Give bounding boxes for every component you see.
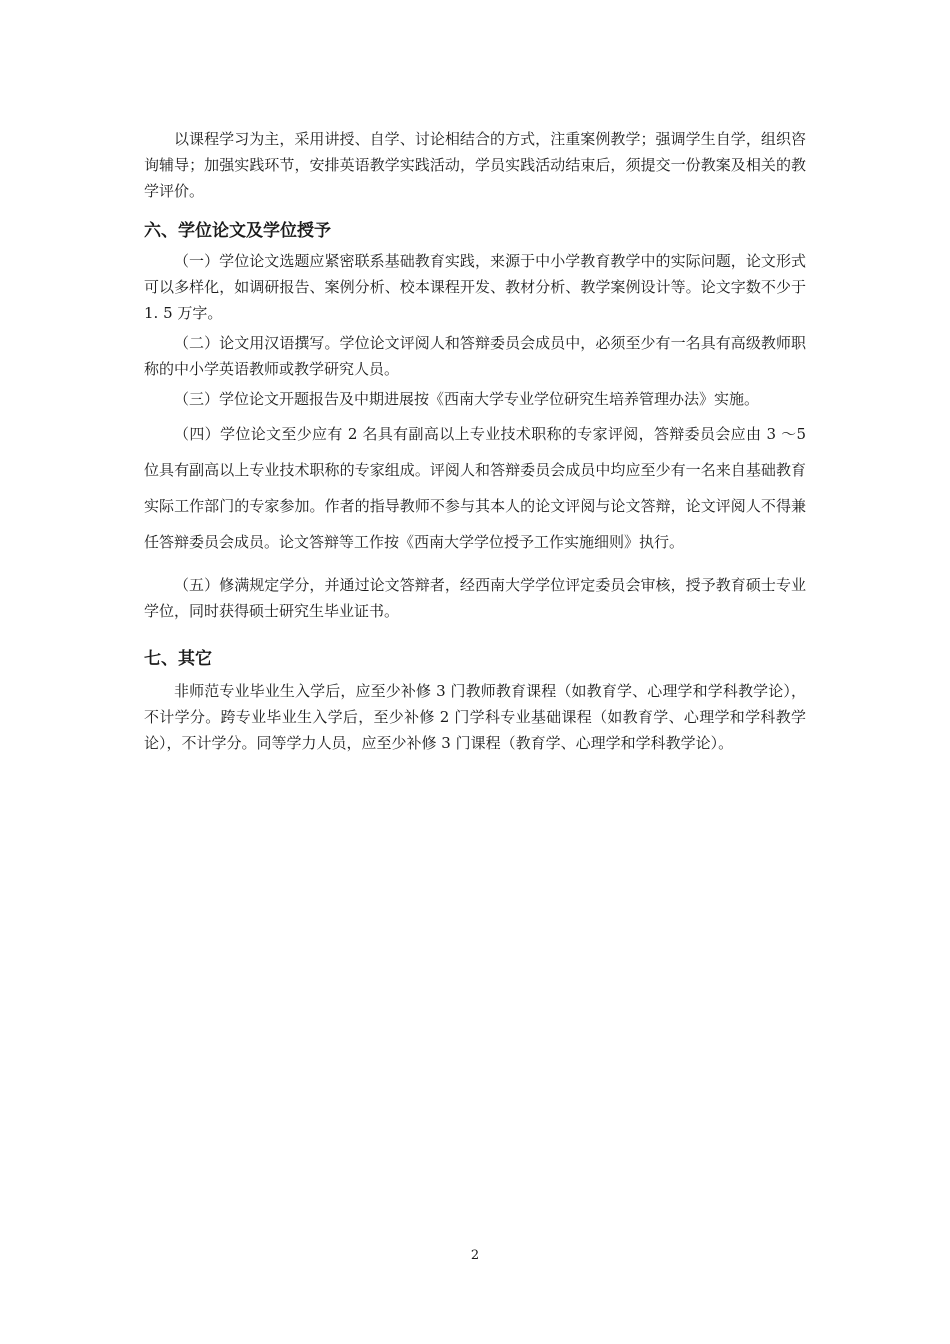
section-6-item-4: （四）学位论文至少应有 2 名具有副高以上专业技术职称的专家评阅，答辩委员会应由 3 ～5 位具有副高以上专业技术职称的专家组成。评阅人和答辩委员会成员中均应至少有一名来自基础教育实际工作部门的专家参加。作者的指导教师不参与其本人的论文评阅与论文答辩，论文评阅人不得兼任答辩委员会成员。论文答辩等工作按《西南大学学位授予工作实施细则》执行。	[144, 425, 806, 551]
section-7-paragraph: 非师范专业毕业生入学后，应至少补修 3 门教师教育课程（如教育学、心理学和学科教学论），不计学分。跨专业毕业生入学后，至少补修 2 门学科专业基础课程（如教育学、心理学和学科教学论），不计学分。同等学力人员，应至少补修 3 门课程（教育学、心理学和学科教学论）。	[144, 682, 806, 752]
document-body	[144, 118, 806, 756]
section-7-heading: 七、其它	[144, 649, 212, 669]
intro-paragraph: 以课程学习为主，采用讲授、自学、讨论相结合的方式，注重案例教学；强调学生自学，组织咨询辅导；加强实践环节，安排英语教学实践活动，学员实践活动结束后，须提交一份教案及相关的教学评价。	[144, 130, 806, 200]
section-6-heading: 六、学位论文及学位授予	[144, 221, 331, 241]
section-6-item-5: （五）修满规定学分，并通过论文答辩者，经西南大学学位评定委员会审核，授予教育硕士专业学位，同时获得硕士研究生毕业证书。	[144, 576, 806, 620]
section-6-item-1: （一）学位论文选题应紧密联系基础教育实践，来源于中小学教育教学中的实际问题，论文形式可以多样化，如调研报告、案例分析、校本课程开发、教材分析、教学案例设计等。论文字数不少于 1. 5 万字。	[144, 252, 806, 322]
page-number: 2	[470, 1248, 480, 1263]
section-6-item-2: （二）论文用汉语撰写。学位论文评阅人和答辩委员会成员中，必须至少有一名具有高级教师职称的中小学英语教师或教学研究人员。	[144, 334, 806, 378]
section-6-item-3: （三）学位论文开题报告及中期进展按《西南大学专业学位研究生培养管理办法》实施。	[174, 390, 760, 408]
